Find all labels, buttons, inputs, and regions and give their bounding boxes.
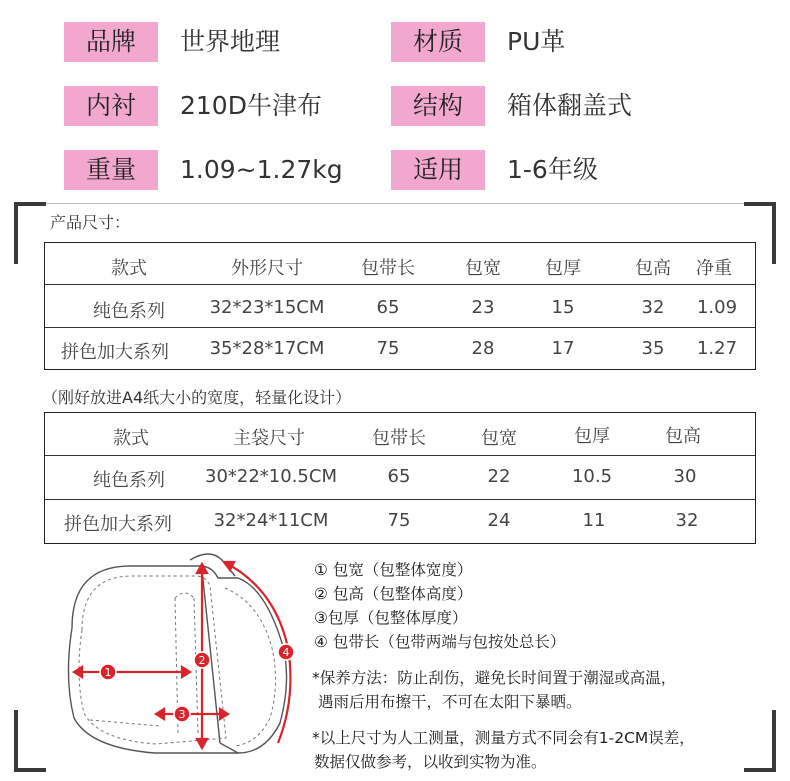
spec-label-lining: 内衬 — [64, 86, 158, 126]
marker-2-icon — [194, 652, 210, 668]
table-cell: 17 — [551, 338, 575, 359]
frame-corner-tl-v — [14, 202, 18, 264]
measure-note-line2: 数据仅做参考，以收到实物为准。 — [314, 753, 547, 771]
table-header-cell: 包高 — [635, 258, 671, 279]
marker-2-label: 2 — [198, 654, 206, 667]
table-cell: 35*28*17CM — [209, 338, 325, 359]
table-header-cell: 包宽 — [465, 258, 501, 279]
table-cell: 22 — [487, 466, 511, 487]
backpack-diagram — [60, 548, 310, 768]
table-cell: 75 — [387, 510, 411, 531]
marker-3-icon — [174, 706, 190, 722]
spec-value-lining: 210D牛津布 — [180, 91, 322, 120]
frame-corner-br-v — [772, 710, 776, 772]
spec-value-grade: 1-6年级 — [507, 155, 598, 184]
spec-label-grade: 适用 — [391, 150, 485, 190]
table-header-cell: 包高 — [665, 426, 701, 447]
table-divider — [45, 499, 755, 500]
spec-label-weight: 重量 — [64, 150, 158, 190]
table-cell: 纯色系列 — [93, 301, 165, 322]
marker-4-icon — [278, 644, 294, 660]
table-cell: 30*22*10.5CM — [205, 466, 337, 487]
table-header-cell: 包宽 — [481, 428, 517, 449]
spec-value-brand: 世界地理 — [180, 27, 281, 56]
frame-corner-tr-v — [772, 202, 776, 264]
marker-1-label: 1 — [104, 666, 112, 679]
table-header-cell: 主袋尺寸 — [233, 428, 305, 449]
table-cell: 23 — [471, 297, 495, 318]
legend-item-strap: ④ 包带长（包带两端与包按处总长） — [314, 633, 566, 651]
spec-value-weight: 1.09~1.27kg — [180, 155, 343, 184]
frame-top-line — [14, 203, 776, 204]
table-divider — [45, 327, 755, 328]
table-header-cell: 包厚 — [545, 258, 581, 279]
table-cell: 纯色系列 — [93, 470, 165, 491]
table-cell: 15 — [551, 297, 575, 318]
table-cell: 1.27 — [696, 338, 738, 359]
legend-item-thickness: ③包厚（包整体厚度） — [314, 609, 468, 627]
spec-label-brand: 品牌 — [64, 22, 158, 62]
frame-corner-bl-h — [14, 768, 46, 772]
a4-note: （刚好放进A4纸大小的宽度，轻量化设计） — [42, 388, 352, 407]
table-cell: 28 — [471, 338, 495, 359]
table-header-cell: 包厚 — [574, 426, 610, 447]
spec-value-structure: 箱体翻盖式 — [507, 91, 633, 120]
marker-1-icon — [100, 664, 116, 680]
table-cell: 拼色加大系列 — [64, 514, 172, 535]
table-header-cell: 净重 — [696, 258, 732, 279]
legend-item-width: ① 包宽（包整体宽度） — [314, 561, 473, 579]
table-cell: 10.5 — [571, 466, 613, 487]
table-cell: 11 — [582, 510, 606, 531]
table-cell: 32*24*11CM — [213, 510, 329, 531]
marker-3-label: 3 — [178, 708, 186, 721]
table-header-cell: 款式 — [111, 258, 147, 279]
table-cell: 30 — [673, 466, 697, 487]
table-cell: 1.09 — [696, 297, 738, 318]
table-cell: 32 — [641, 297, 665, 318]
legend-item-height: ② 包高（包整体高度） — [314, 585, 473, 603]
frame-corner-br-h — [744, 768, 776, 772]
table-cell: 拼色加大系列 — [61, 342, 169, 363]
spec-value-material: PU革 — [507, 27, 566, 56]
table-cell: 32 — [675, 510, 699, 531]
spec-label-structure: 结构 — [391, 86, 485, 126]
table-cell: 75 — [376, 338, 400, 359]
table-header-cell: 款式 — [113, 428, 149, 449]
table-cell: 65 — [387, 466, 411, 487]
table-header-cell: 包带长 — [372, 428, 426, 449]
size-title: 产品尺寸： — [50, 213, 131, 232]
measure-note-line1: *以上尺寸为人工测量，测量方式不同会有1-2CM误差， — [312, 729, 695, 747]
table-divider — [45, 455, 755, 456]
size-table-outer — [44, 242, 756, 370]
table-header-cell: 外形尺寸 — [231, 258, 303, 279]
table-cell: 35 — [641, 338, 665, 359]
table-header-cell: 包带长 — [361, 258, 415, 279]
table-cell: 24 — [487, 510, 511, 531]
spec-label-material: 材质 — [391, 22, 485, 62]
frame-corner-bl-v — [14, 710, 18, 772]
table-cell: 32*23*15CM — [209, 297, 325, 318]
care-note-line1: *保养方法：防止刮伤，避免长时间置于潮湿或高温， — [312, 669, 677, 687]
table-divider — [45, 284, 755, 285]
care-note-line2: 遇雨后用布擦干，不可在太阳下暴晒。 — [318, 693, 582, 711]
table-cell: 65 — [376, 297, 400, 318]
marker-4-label: 4 — [282, 646, 290, 659]
main-bag-table — [44, 412, 756, 544]
frame-corner-tl-h — [14, 202, 46, 206]
